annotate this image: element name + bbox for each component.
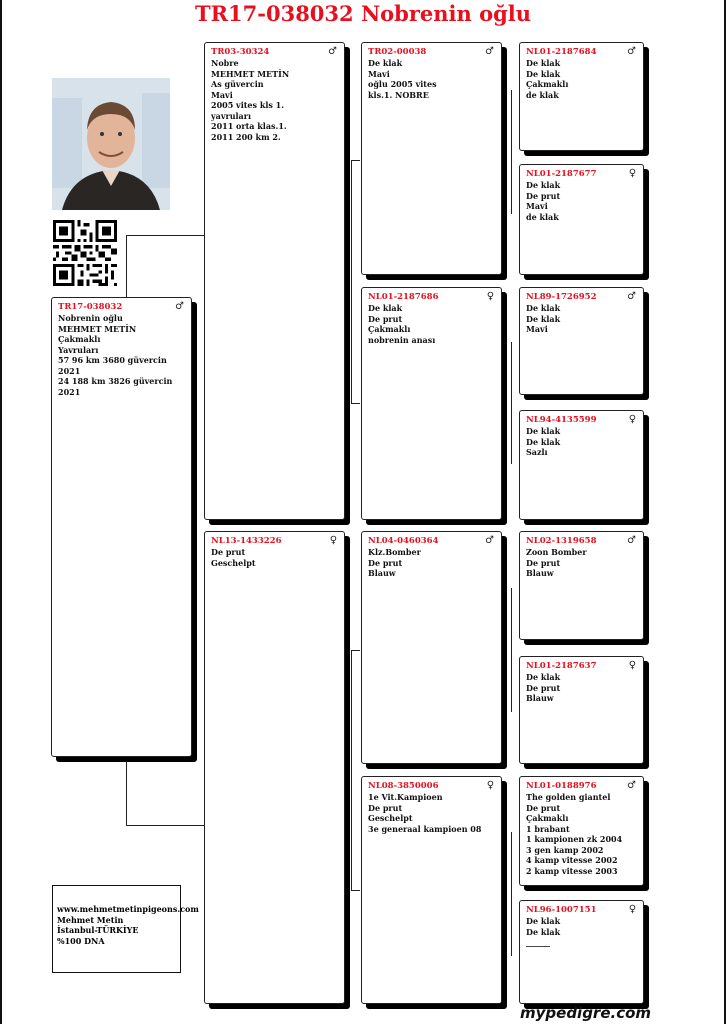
detail-line: Nobre (211, 58, 239, 68)
detail-line: yavruları (211, 110, 251, 121)
dam-details (211, 547, 338, 568)
grandparent-card-1[interactable] (361, 42, 502, 275)
male-symbol-icon: ♂ (627, 535, 636, 546)
detail-line: de klak (526, 89, 559, 100)
connector-gp2 (511, 342, 512, 464)
connector-subject-dam-h (126, 825, 204, 826)
detail-line: De klak (526, 926, 561, 937)
detail-line: 4 kamp vitesse 2002 (526, 855, 618, 865)
great-grandparent-card-7[interactable] (519, 776, 644, 886)
grandparent-card-4[interactable] (361, 776, 502, 1004)
detail-line: De klak (526, 426, 561, 436)
website-link[interactable]: www.mehmetmetinpigeons.com (57, 904, 199, 914)
detail-line: Mavi (526, 201, 548, 211)
ggp-details (526, 303, 637, 335)
ggp-ring-id: NL01-2187677 (526, 169, 597, 179)
detail-line: 2011 200 km 2. (211, 131, 281, 142)
detail-line: 2021 (58, 386, 81, 397)
owner-contact-box (52, 885, 199, 973)
detail-line: Mavi (211, 89, 233, 100)
detail-line: De prut (211, 547, 246, 557)
detail-line: Blauw (526, 568, 554, 578)
great-grandparent-card-2[interactable] (519, 164, 644, 275)
brand-logo[interactable]: mypedigre.com (520, 1004, 652, 1022)
connector-gp4 (511, 832, 512, 956)
detail-line: De klak (526, 180, 561, 190)
detail-line: De klak (526, 916, 561, 926)
male-symbol-icon: ♂ (627, 780, 636, 791)
detail-line: Çakmaklı (526, 79, 569, 89)
detail-line: 24 188 km 3826 güvercin (58, 376, 173, 386)
female-symbol-icon: ♀ (486, 780, 494, 791)
grandparent-ring-id: NL01-2187686 (368, 292, 439, 302)
left-page-edge (0, 0, 2, 1024)
grandparent-ring-id: NL04-0460364 (368, 536, 439, 546)
detail-line: oğlu 2005 vites (368, 79, 437, 89)
detail-line: ______ (526, 937, 550, 947)
detail-line: Klz.Bomber (368, 547, 421, 557)
female-symbol-icon: ♀ (628, 660, 636, 671)
detail-line: De prut (368, 557, 403, 568)
detail-line: Mavi (368, 68, 390, 79)
detail-line: Blauw (526, 693, 554, 703)
detail-line: De klak (526, 672, 561, 682)
great-grandparent-card-3[interactable] (519, 287, 644, 395)
dam-ring-id: NL13-1433226 (211, 536, 282, 546)
detail-line: 2011 orta klas.1. (211, 121, 287, 131)
sire-ring-id: TR03-30324 (211, 47, 270, 57)
detail-line: Nobrenin oğlu (58, 313, 123, 323)
detail-line: De klak (368, 58, 403, 68)
connector-subject-sire-h (126, 235, 204, 236)
detail-line: 1e Vit.Kampioen (368, 792, 443, 802)
detail-line: 1 brabant (526, 823, 570, 834)
male-symbol-icon: ♂ (328, 46, 337, 57)
female-symbol-icon: ♀ (486, 291, 494, 302)
female-symbol-icon: ♀ (329, 535, 337, 546)
great-grandparent-card-1[interactable] (519, 42, 644, 151)
detail-line: De prut (526, 190, 561, 201)
connector-gp3 (511, 588, 512, 712)
grandparent-details (368, 792, 495, 834)
detail-line: 2 kamp vitesse 2003 (526, 865, 618, 876)
grandparent-card-3[interactable] (361, 531, 502, 764)
sire-details (211, 58, 338, 142)
ggp-ring-id: NL01-0188976 (526, 781, 597, 791)
detail-line: MEHMET METİN (211, 68, 290, 79)
grandparent-ring-id: TR02-00038 (368, 47, 427, 57)
detail-line: Çakmaklı (58, 334, 101, 344)
page-title: TR17-038032 Nobrenin oğlu (194, 1, 532, 26)
detail-line: Sazlı (526, 447, 548, 457)
connector-sire-gp (351, 160, 352, 403)
detail-line: De prut (368, 313, 403, 324)
qr-code[interactable] (53, 220, 117, 286)
detail-line: 2005 vites kls 1. (211, 100, 285, 110)
detail-line: De prut (526, 557, 561, 568)
detail-line: kls.1. NOBRE (368, 89, 429, 100)
detail-line: nobrenin anası (368, 334, 436, 345)
female-symbol-icon: ♀ (628, 168, 636, 179)
sire-card[interactable] (204, 42, 345, 520)
ggp-ring-id: NL01-2187637 (526, 661, 597, 671)
owner-photo (52, 78, 170, 210)
connector-sire-gp-top (351, 160, 360, 161)
detail-line: De prut (526, 682, 561, 693)
male-symbol-icon: ♂ (175, 301, 184, 312)
connector-dam-gp (351, 650, 352, 890)
ggp-ring-id: NL96-1007151 (526, 905, 597, 915)
detail-line: As güvercin (211, 79, 264, 89)
detail-line: 2021 (58, 365, 81, 376)
ggp-details (526, 547, 637, 579)
grandparent-details (368, 547, 495, 579)
detail-line: De klak (526, 303, 561, 313)
great-grandparent-card-8[interactable] (519, 900, 644, 1004)
great-grandparent-card-6[interactable] (519, 656, 644, 764)
ggp-ring-id: NL89-1726952 (526, 292, 597, 302)
detail-line: De klak (526, 68, 561, 79)
ggp-ring-id: NL01-2187684 (526, 47, 597, 57)
detail-line: De klak (526, 436, 561, 447)
detail-line: MEHMET METİN (58, 323, 137, 334)
connector-dam-gp-top (351, 650, 360, 651)
detail-line: Geschelpt (211, 557, 256, 568)
male-symbol-icon: ♂ (627, 291, 636, 302)
grandparent-ring-id: NL08-3850006 (368, 781, 439, 791)
dam-card[interactable] (204, 531, 345, 1004)
detail-line: 1 kampionen zk 2004 (526, 834, 623, 844)
owner-location: İstanbul-TÜRKİYE (57, 925, 139, 935)
ggp-details (526, 180, 637, 222)
detail-line: Blauw (368, 568, 396, 578)
detail-line: De prut (368, 802, 403, 813)
ggp-details (526, 58, 637, 100)
ggp-ring-id: NL94-4135599 (526, 415, 597, 425)
detail-line: de klak (526, 211, 559, 222)
male-symbol-icon: ♂ (485, 535, 494, 546)
detail-line: 57 96 km 3680 güvercin (58, 355, 167, 365)
grandparent-details (368, 303, 495, 345)
female-symbol-icon: ♀ (628, 904, 636, 915)
detail-line: Zoon Bomber (526, 547, 587, 557)
ggp-details (526, 426, 637, 458)
female-symbol-icon: ♀ (628, 414, 636, 425)
great-grandparent-card-4[interactable] (519, 410, 644, 520)
grandparent-details (368, 58, 495, 100)
ggp-details (526, 916, 637, 948)
subject-ring-id: TR17-038032 (58, 302, 123, 312)
detail-line: Yavruları (58, 344, 99, 355)
detail-line: Çakmaklı (368, 324, 411, 334)
ggp-details (526, 672, 637, 704)
grandparent-card-2[interactable] (361, 287, 502, 520)
detail-line: Geschelpt (368, 813, 413, 823)
dna-note: %100 DNA (57, 935, 105, 946)
owner-name: Mehmet Metin (57, 914, 124, 925)
male-symbol-icon: ♂ (485, 46, 494, 57)
ggp-details (526, 792, 637, 876)
detail-line: 3 gen kamp 2002 (526, 844, 604, 855)
detail-line: De klak (368, 303, 403, 313)
subject-card[interactable] (51, 297, 192, 757)
connector-subject-sire (126, 235, 127, 297)
detail-line: The golden giantel (526, 792, 611, 802)
detail-line: De klak (526, 313, 561, 324)
male-symbol-icon: ♂ (627, 46, 636, 57)
connector-gp1 (511, 90, 512, 214)
great-grandparent-card-5[interactable] (519, 531, 644, 640)
detail-line: De prut (526, 802, 561, 813)
detail-line: Mavi (526, 324, 548, 334)
subject-details (58, 313, 185, 397)
connector-sire-gp-bot (351, 403, 360, 404)
ggp-ring-id: NL02-1319658 (526, 536, 597, 546)
detail-line: Çakmaklı (526, 813, 569, 823)
connector-dam-gp-bot (351, 890, 360, 891)
connector-subject-dam (126, 757, 127, 825)
detail-line: De klak (526, 58, 561, 68)
detail-line: 3e generaal kampioen 08 (368, 823, 482, 834)
